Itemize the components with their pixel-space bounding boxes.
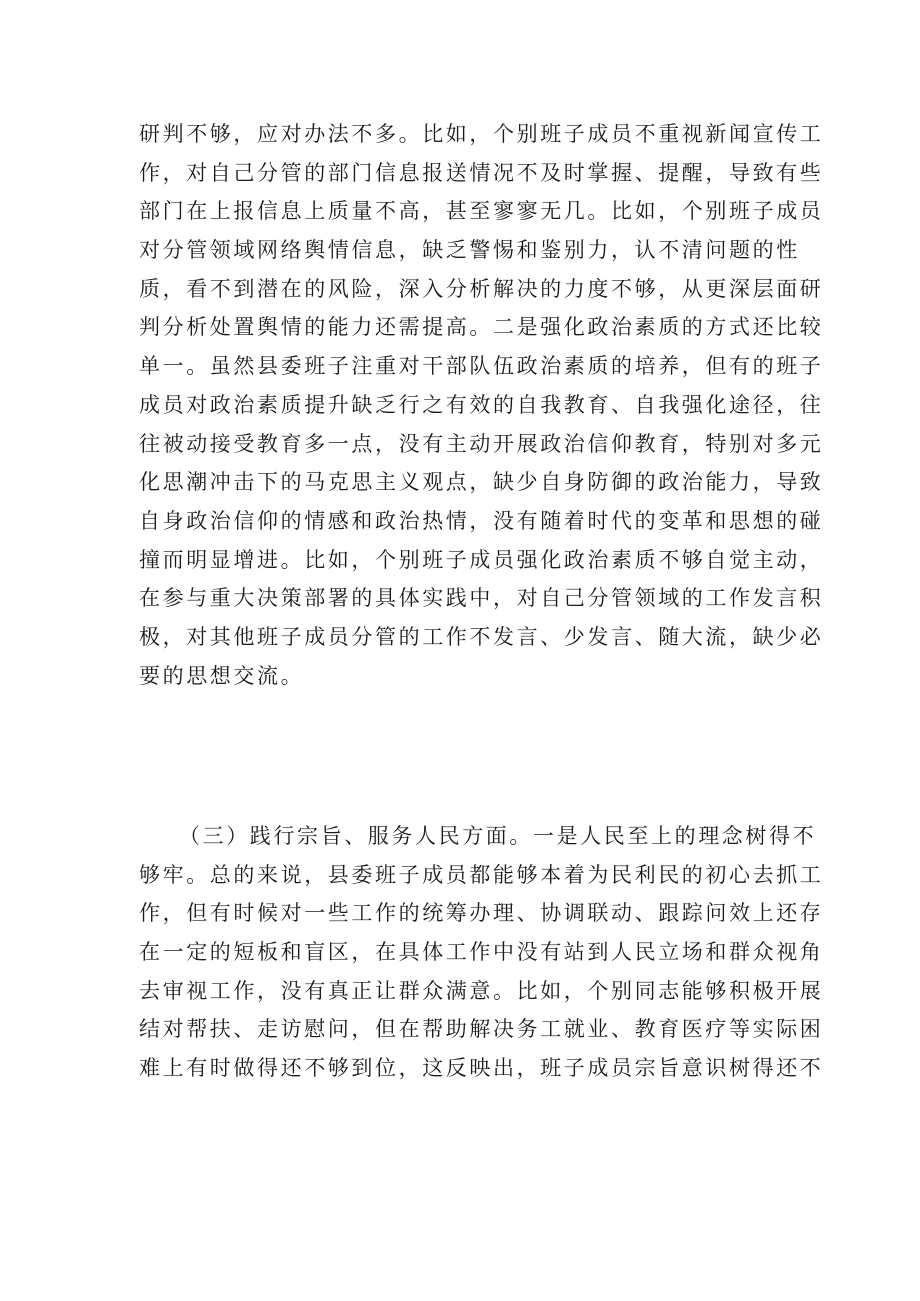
text-line: 在参与重大决策部署的具体实践中，对自己分管领域的工作发言积 (139, 586, 824, 611)
text-line: 化思潮冲击下的马克思主义观点，缺少自身防御的政治能力，导致 (139, 470, 824, 495)
paragraph-political-quality (139, 115, 824, 695)
text-line: 极，对其他班子成员分管的工作不发言、少发言、随大流，缺少必 (139, 624, 824, 649)
text-line: 作，但有时候对一些工作的统筹办理、协调联动、跟踪问效上还存 (139, 901, 824, 926)
text-line: 作，对自己分管的部门信息报送情况不及时掌握、提醒，导致有些 (139, 160, 824, 185)
text-line: 撞而明显增进。比如，个别班子成员强化政治素质不够自觉主动， (139, 547, 824, 572)
text-line: 对分管领域网络舆情信息，缺乏警惕和鉴别力，认不清问题的性 (139, 238, 800, 263)
text-line: 成员对政治素质提升缺乏行之有效的自我教育、自我强化途径，往 (139, 392, 824, 417)
text-line: 往被动接受教育多一点，没有主动开展政治信仰教育，特别对多元 (139, 431, 824, 456)
text-line: 去审视工作，没有真正让群众满意。比如，个别同志能够积极开展 (139, 978, 824, 1003)
text-line: 自身政治信仰的情感和政治热情，没有随着时代的变革和思想的碰 (139, 508, 824, 533)
text-line: 要的思想交流。 (139, 663, 305, 688)
text-line: 判分析处置舆情的能力还需提高。二是强化政治素质的方式还比较 (139, 315, 824, 340)
text-line: 难上有时做得还不够到位，这反映出，班子成员宗旨意识树得还不 (139, 1056, 824, 1081)
text-line: 结对帮扶、走访慰问，但在帮助解决务工就业、教育医疗等实际困 (139, 1017, 824, 1042)
text-line: 单一。虽然县委班子注重对干部队伍政治素质的培养，但有的班子 (139, 354, 824, 379)
text-line: 部门在上报信息上质量不高，甚至寥寥无几。比如，个别班子成员 (139, 199, 824, 224)
text-line: 在一定的短板和盲区，在具体工作中没有站到人民立场和群众视角 (139, 940, 824, 965)
text-line: 质，看不到潜在的风险，深入分析解决的力度不够，从更深层面研 (139, 276, 824, 301)
text-line: 够牢。总的来说，县委班子成员都能够本着为民利民的初心去抓工 (139, 862, 824, 887)
text-line: 研判不够，应对办法不多。比如，个别班子成员不重视新闻宣传工 (139, 122, 824, 146)
section-heading-line: （三）践行宗旨、服务人民方面。一是人民至上的理念树得不 (179, 824, 817, 848)
paragraph-serving-people (139, 817, 824, 1088)
